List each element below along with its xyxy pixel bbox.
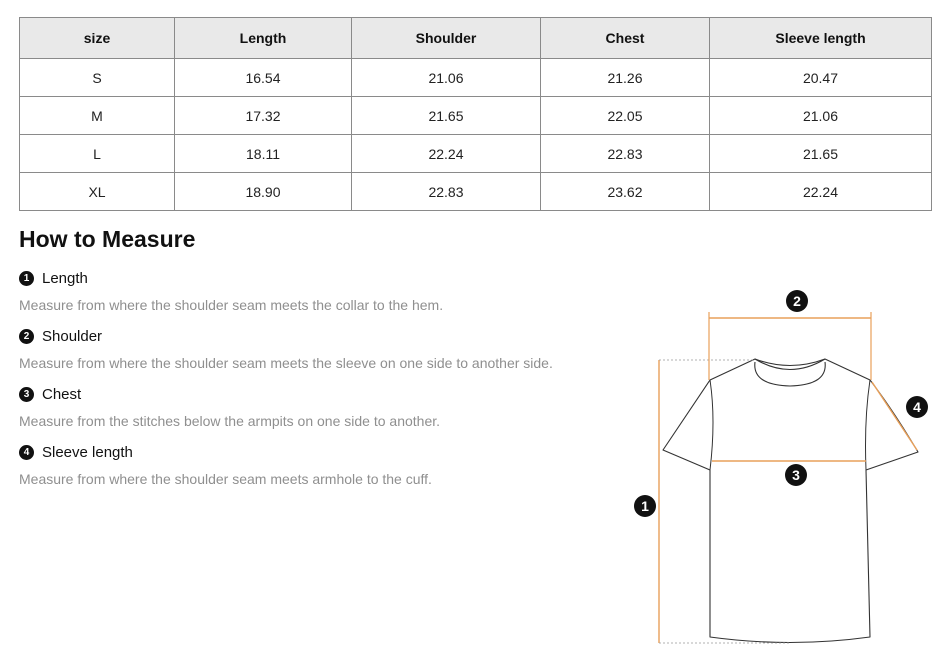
how-to-measure-title: How to Measure [19, 226, 196, 252]
header-chest: Chest [541, 18, 710, 59]
marker-label: 2 [793, 293, 801, 309]
measure-item-chest [19, 384, 619, 429]
measure-name: Sleeve length [42, 443, 133, 461]
measure-description: Measure from where the shoulder seam meets armhole to the cuff. [19, 471, 432, 487]
header-sleeve-length: Sleeve length [710, 18, 932, 59]
header-shoulder: Shoulder [352, 18, 541, 59]
cell-chest: 23.62 [541, 173, 710, 211]
measure-name: Length [42, 269, 88, 287]
cell-sleeve-length: 20.47 [710, 59, 932, 97]
cell-shoulder: 21.65 [352, 97, 541, 135]
measure-name: Shoulder [42, 327, 103, 345]
size-chart-table [19, 17, 932, 211]
table-row [20, 135, 932, 173]
cell-sleeve-length: 21.06 [710, 97, 932, 135]
table-row [20, 173, 932, 211]
cell-shoulder: 21.06 [352, 59, 541, 97]
tshirt-measurement-diagram [620, 280, 940, 660]
cell-length: 17.32 [175, 97, 352, 135]
header-size: size [20, 18, 175, 59]
cell-chest: 22.05 [541, 97, 710, 135]
marker-sleeve-icon [906, 396, 928, 418]
table-row [20, 97, 932, 135]
cell-sleeve-length: 22.24 [710, 173, 932, 211]
cell-sleeve-length: 21.65 [710, 135, 932, 173]
cell-length: 18.90 [175, 173, 352, 211]
cell-size: L [20, 135, 175, 173]
number-badge-icon: 4 [19, 445, 34, 460]
marker-label: 4 [913, 399, 921, 415]
cell-shoulder: 22.24 [352, 135, 541, 173]
cell-length: 18.11 [175, 135, 352, 173]
tshirt-outline-icon [663, 359, 918, 643]
measure-name: Chest [42, 385, 82, 403]
cell-size: M [20, 97, 175, 135]
cell-chest: 21.26 [541, 59, 710, 97]
cell-length: 16.54 [175, 59, 352, 97]
marker-shoulder-icon [786, 290, 808, 312]
table-row [20, 59, 932, 97]
measure-description: Measure from the stitches below the armpits on one side to another. [19, 413, 441, 429]
number-badge-icon: 3 [19, 387, 34, 402]
cell-size: XL [20, 173, 175, 211]
header-length: Length [175, 18, 352, 59]
measure-description: Measure from where the shoulder seam meets the collar to the hem. [19, 297, 444, 313]
marker-chest-icon [785, 464, 807, 486]
marker-label: 1 [641, 498, 649, 514]
measure-item-sleeve-length [19, 442, 619, 487]
marker-label: 3 [792, 467, 800, 483]
number-badge-icon: 1 [19, 271, 34, 286]
number-badge-icon: 2 [19, 329, 34, 344]
measure-item-shoulder [19, 326, 619, 371]
cell-size: S [20, 59, 175, 97]
cell-chest: 22.83 [541, 135, 710, 173]
measure-item-length [19, 268, 619, 313]
table-header-row [20, 18, 932, 59]
measure-description: Measure from where the shoulder seam meets the sleeve on one side to another side. [19, 355, 553, 371]
marker-length-icon [634, 495, 656, 517]
cell-shoulder: 22.83 [352, 173, 541, 211]
